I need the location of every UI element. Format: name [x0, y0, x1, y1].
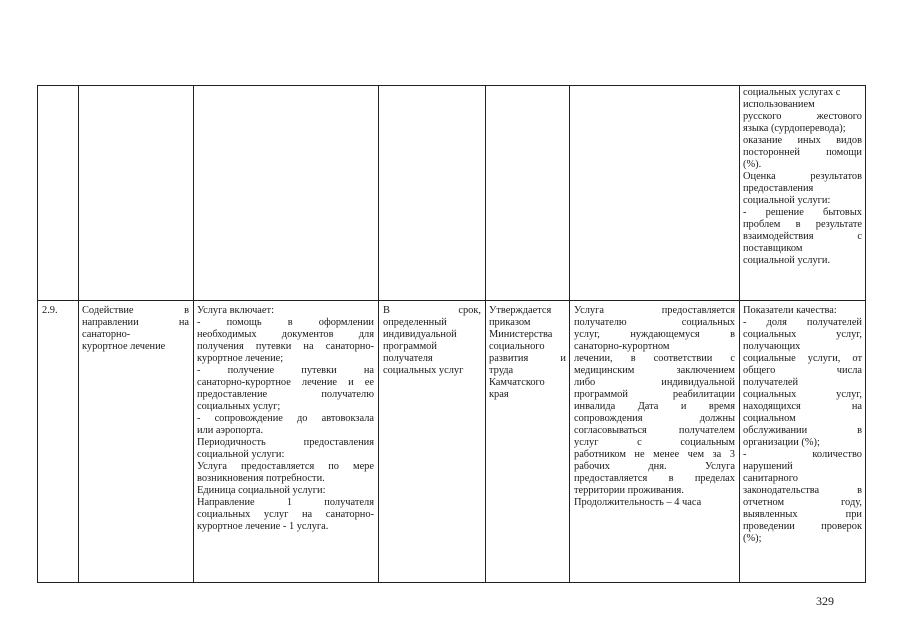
text-line: обслуживании в — [743, 425, 862, 436]
text-line: языка (сурдоперевода); — [743, 123, 846, 134]
text-line: социальные услуги, от — [743, 353, 862, 364]
text-line: нарушений — [743, 461, 793, 472]
text-line: Единица социальной услуги: — [197, 485, 326, 496]
text-line: Периодичность предоставления — [197, 437, 374, 448]
column-divider — [485, 85, 486, 583]
text-line: санаторно-курортном — [574, 341, 670, 352]
text-line: санаторно-курортное лечение и ее — [197, 377, 374, 388]
text-line: работником не менее чем за 3 — [574, 449, 735, 460]
text-line: приказом — [489, 317, 531, 328]
text-line: социальных услуг; — [197, 401, 281, 412]
text-line: - получение путевки на — [197, 365, 374, 376]
text-line: социальной услуги: — [197, 449, 285, 460]
text-line: сопровождения должны — [574, 413, 735, 424]
column-divider — [78, 85, 79, 583]
column-divider — [569, 85, 570, 583]
text-line: программой реабилитации — [574, 389, 735, 400]
text-line: возникновения потребности. — [197, 473, 325, 484]
text-line: Услуга включает: — [197, 305, 274, 316]
text-line: определенный — [383, 317, 447, 328]
text-line: Показатели качества: — [743, 305, 837, 316]
text-line: согласовываться получателем — [574, 425, 735, 436]
text-line: - помощь в оформлении — [197, 317, 374, 328]
text-line: предоставляется в пределах — [574, 473, 735, 484]
text-line: санаторно- — [82, 329, 131, 340]
text-line: отчетном году, — [743, 497, 862, 508]
text-line: Оценка результатов — [743, 171, 862, 182]
text-line: социальном — [743, 413, 796, 424]
text-line: - решение бытовых — [743, 207, 862, 218]
text-line: В срок, — [383, 305, 481, 316]
text-line: курортное лечение - 1 услуга. — [197, 521, 329, 532]
text-line: - доля получателей — [743, 317, 862, 328]
text-line: социальных услуг, — [743, 329, 862, 340]
column-divider — [378, 85, 379, 583]
text-line: (%); — [743, 533, 762, 544]
text-line: предоставление получателю — [197, 389, 374, 400]
text-line: получателей — [743, 377, 799, 388]
text-line: социальных услугах с — [743, 87, 841, 98]
text-line: Камчатского — [489, 377, 545, 388]
text-line: посторонней помощи — [743, 147, 862, 158]
text-line: необходимых документов для — [197, 329, 374, 340]
text-line: курортное лечение; — [197, 353, 284, 364]
text-line: общего числа — [743, 365, 862, 376]
text-line: предоставления — [743, 183, 814, 194]
table-right-border — [865, 85, 866, 583]
text-line: оказание иных видов — [743, 135, 862, 146]
text-line: использованием — [743, 99, 815, 110]
table-bottom-border — [37, 582, 866, 583]
text-line: инвалида Дата и время — [574, 401, 735, 412]
text-line: организации (%); — [743, 437, 820, 448]
text-line: Утверждается — [489, 305, 552, 316]
text-line: поставщиком — [743, 243, 803, 254]
text-line: рабочих дня. Услуга — [574, 461, 735, 472]
text-line: получения путевки на санаторно- — [197, 341, 374, 352]
text-line: Услуга предоставляется — [574, 305, 735, 316]
text-line: услуг, нуждающемуся в — [574, 329, 735, 340]
text-line: проблем в результате — [743, 219, 862, 230]
text-line: индивидуальной — [383, 329, 457, 340]
text-line: либо индивидуальной — [574, 377, 735, 388]
text-line: услуг с социальным — [574, 437, 735, 448]
text-line: Направление 1 получателя — [197, 497, 374, 508]
text-line: Министерства — [489, 329, 553, 340]
service-description — [197, 305, 374, 533]
text-line: Содействие в — [82, 305, 189, 316]
text-line: социальной услуги: — [743, 195, 831, 206]
quality-indicators — [743, 305, 862, 545]
text-line: территории проживания. — [574, 485, 684, 496]
text-line: социальных услуг — [383, 365, 464, 376]
text-line: получателю социальных — [574, 317, 735, 328]
text-line: края — [489, 389, 509, 400]
text-line: Услуга предоставляется по мере — [197, 461, 374, 472]
service-tariff — [489, 305, 566, 401]
text-line: курортное лечение — [82, 341, 166, 352]
text-line: медицинским заключением — [574, 365, 735, 376]
service-deadline — [383, 305, 481, 377]
text-line: программой — [383, 341, 437, 352]
table-left-border — [37, 85, 38, 583]
text-line: Продолжительность – 4 часа — [574, 497, 702, 508]
column-divider — [193, 85, 194, 583]
row-number — [42, 305, 76, 317]
text-line: проведении проверок — [743, 521, 862, 532]
text-line: труда — [489, 365, 514, 376]
text-line: социального — [489, 341, 545, 352]
service-conditions — [574, 305, 735, 509]
column-divider — [739, 85, 740, 583]
text-line: лечении, в соответствии с — [574, 353, 735, 364]
row-divider — [37, 300, 866, 301]
quality-indicators-continued — [743, 87, 862, 267]
text-line: или аэропорта. — [197, 425, 264, 436]
service-name — [82, 305, 189, 353]
row-number-text: 2.9. — [42, 305, 58, 316]
text-line: - количество — [743, 449, 862, 460]
text-line: находящихся на — [743, 401, 862, 412]
text-line: социальных услуг на санаторно- — [197, 509, 374, 520]
page-number: 329 — [816, 594, 834, 608]
text-line: социальных услуг, — [743, 389, 862, 400]
text-line: развития и — [489, 353, 566, 364]
text-line: получателя — [383, 353, 433, 364]
text-line: направлении на — [82, 317, 189, 328]
text-line: законодательства в — [743, 485, 862, 496]
text-line: получающих — [743, 341, 801, 352]
text-line: санитарного — [743, 473, 798, 484]
table-top-border — [37, 85, 866, 86]
text-line: - сопровождение до автовокзала — [197, 413, 374, 424]
text-line: социальной услуги. — [743, 255, 831, 266]
text-line: русского жестового — [743, 111, 862, 122]
text-line: (%). — [743, 159, 762, 170]
text-line: взаимодействия с — [743, 231, 862, 242]
text-line: выявленных при — [743, 509, 862, 520]
